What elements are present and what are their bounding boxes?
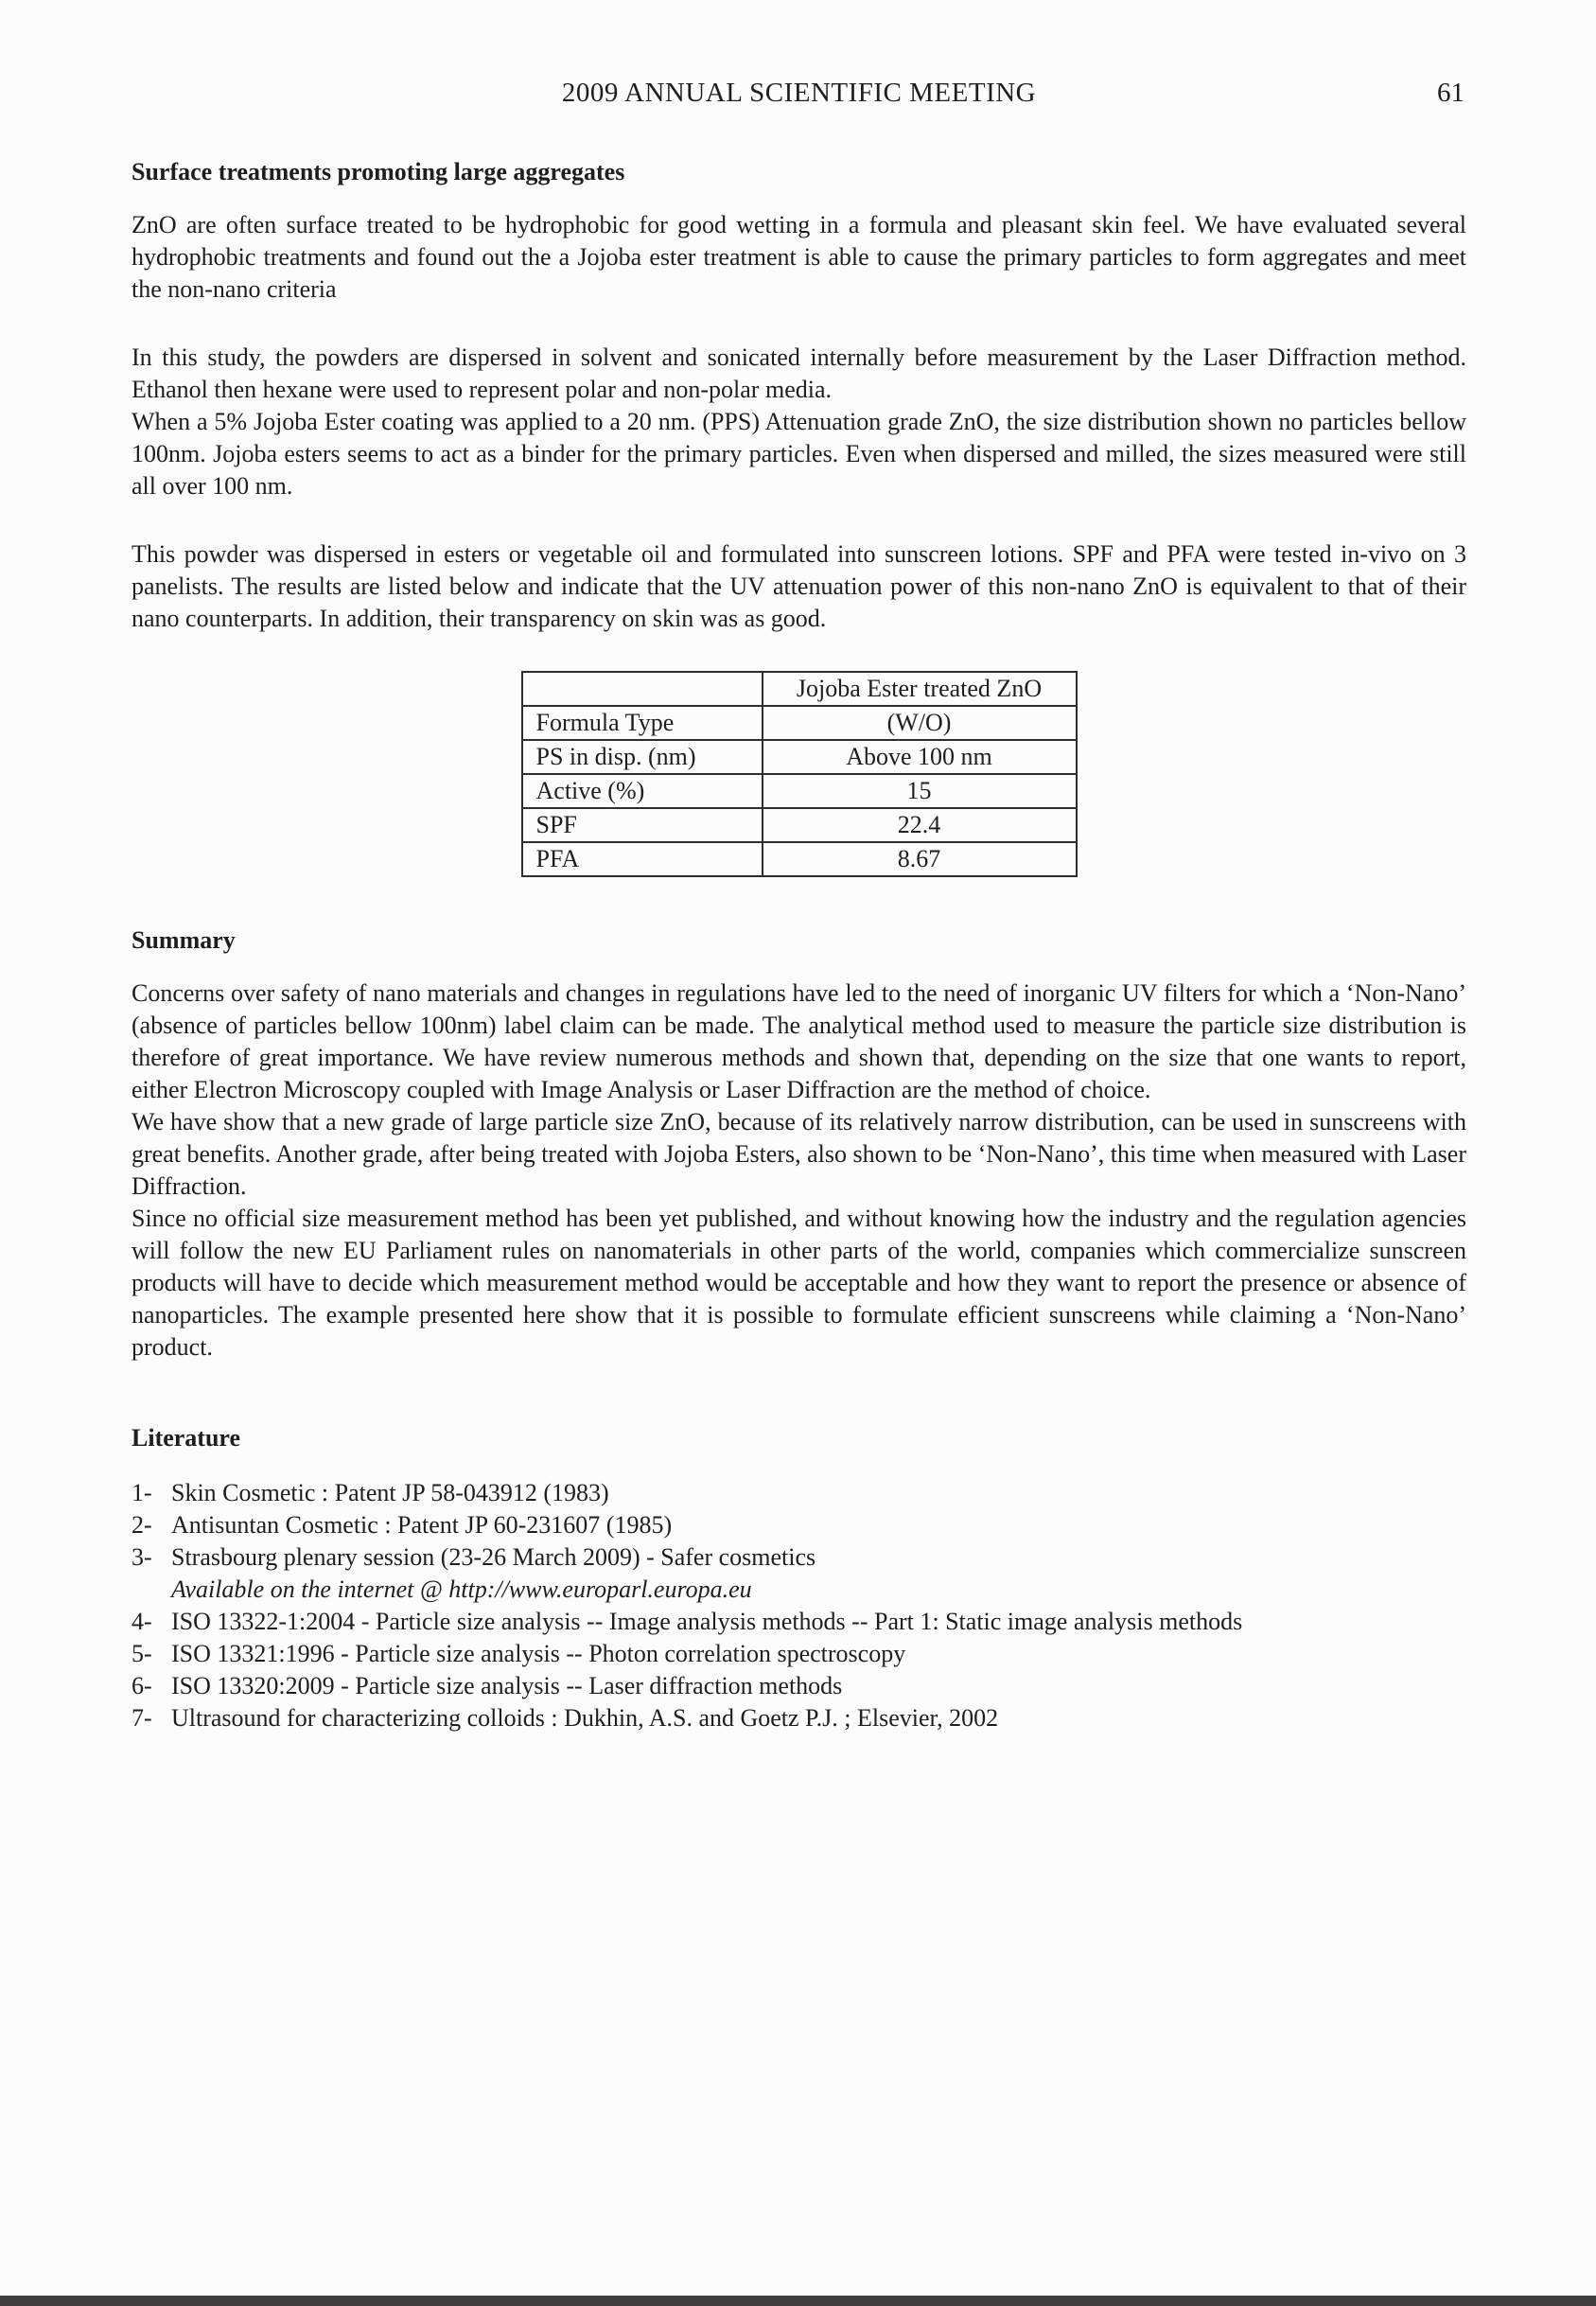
reference-number: 1- bbox=[132, 1479, 152, 1506]
reference-text: ISO 13321:1996 - Particle size analysis -- Photon correlation spectroscopy bbox=[171, 1640, 906, 1667]
reference-text: ISO 13320:2009 - Particle size analysis -- Laser diffraction methods bbox=[171, 1672, 843, 1699]
reference-number: 5- bbox=[132, 1640, 152, 1667]
table-cell-value: 22.4 bbox=[763, 808, 1077, 842]
paragraph: In this study, the powders are dispersed in solvent and sonicated internally before measurement by the Laser Diffraction method. Ethanol then hexane were used to represent polar and non-polar media. bbox=[132, 343, 1466, 403]
table-cell-value: 15 bbox=[763, 774, 1077, 808]
reference-number: 6- bbox=[132, 1672, 152, 1699]
table-row bbox=[522, 672, 1077, 706]
section-heading-surface-treatments: Surface treatments promoting large aggregates bbox=[132, 158, 625, 185]
meeting-title: 2009 ANNUAL SCIENTIFIC MEETING bbox=[561, 78, 1037, 108]
table-cell-value: (W/O) bbox=[763, 706, 1077, 740]
paragraph: ZnO are often surface treated to be hydrophobic for good wetting in a formula and pleasant skin feel. We have evaluated several hydrophobic treatments and found out the a Jojoba ester treatment is able to cause the primary particles to form aggregates and meet the non-nano criteria bbox=[132, 211, 1466, 303]
section-heading-summary: Summary bbox=[132, 926, 236, 954]
reference-text: Antisuntan Cosmetic : Patent JP 60-231607 (1985) bbox=[171, 1511, 673, 1539]
paragraph: Since no official size measurement method has been yet published, and without knowing how the industry and the regulation agencies will follow the new EU Parliament rules on nanomaterials in other parts of the world, companies which commercialize sunscreen products will have to decide which measurement method would be acceptable and how they want to report the presence or absence of nanoparticles. The example presented here show that it is possible to formulate efficient sunscreens while claiming a ‘Non-Nano’ product. bbox=[132, 1205, 1466, 1361]
table-cell-value: Above 100 nm bbox=[763, 740, 1077, 774]
paragraph: When a 5% Jojoba Ester coating was applied to a 20 nm. (PPS) Attenuation grade ZnO, the size distribution shown no particles bellow 100nm. Jojoba esters seems to act as a binder for the primary particles. Even when dispersed and milled, the sizes measured were still all over 100 nm. bbox=[132, 408, 1466, 500]
table-cell-label: PFA bbox=[522, 842, 763, 876]
table-row bbox=[522, 808, 1077, 842]
section-heading-literature: Literature bbox=[132, 1424, 241, 1452]
paragraph: This powder was dispersed in esters or vegetable oil and formulated into sunscreen lotions. SPF and PFA were tested in-vivo on 3 panelists. The results are listed below and indicate that the UV attenuation power of this non-nano ZnO is equivalent to that of their nano counterparts. In addition, their transparency on skin was as good. bbox=[132, 540, 1466, 632]
list-item bbox=[132, 1606, 1466, 1638]
paragraph: We have show that a new grade of large particle size ZnO, because of its relatively narrow distribution, can be used in sunscreens with great benefits. Another grade, after being treated with Jojoba Esters, also shown to be ‘Non-Nano’, this time when measured with Laser Diffraction. bbox=[132, 1108, 1466, 1200]
reference-text: ISO 13322-1:2004 - Particle size analysis -- Image analysis methods -- Part 1: Static image analysis methods bbox=[171, 1608, 1243, 1635]
results-table bbox=[521, 671, 1078, 877]
table-cell-blank bbox=[522, 672, 763, 706]
table-cell-label: Active (%) bbox=[522, 774, 763, 808]
page-number: 61 bbox=[1437, 78, 1464, 108]
paragraph: Concerns over safety of nano materials and changes in regulations have led to the need of inorganic UV filters for which a ‘Non-Nano’ (absence of particles bellow 100nm) label claim can be made. The analytical method used to measure the particle size distribution is therefore of great importance. We have review numerous methods and shown that, depending on the size that one wants to report, either Electron Microscopy coupled with Image Analysis or Laser Diffraction are the method of choice. bbox=[132, 979, 1466, 1103]
reference-number: 4- bbox=[132, 1608, 152, 1635]
table-cell-value: 8.67 bbox=[763, 842, 1077, 876]
reference-text bbox=[171, 1541, 1466, 1606]
list-item bbox=[132, 1509, 1466, 1541]
table-row bbox=[522, 740, 1077, 774]
page-header bbox=[132, 78, 1466, 109]
literature-list bbox=[132, 1477, 1466, 1734]
list-item bbox=[132, 1638, 1466, 1670]
table-cell-label: PS in disp. (nm) bbox=[522, 740, 763, 774]
reference-main-text: Strasbourg plenary session (23-26 March 2009) - Safer cosmetics bbox=[171, 1543, 816, 1571]
list-item bbox=[132, 1541, 1466, 1606]
list-item bbox=[132, 1702, 1466, 1734]
reference-number: 7- bbox=[132, 1704, 152, 1732]
table-row bbox=[522, 706, 1077, 740]
table-cell-label: SPF bbox=[522, 808, 763, 842]
list-item bbox=[132, 1477, 1466, 1509]
reference-number: 2- bbox=[132, 1511, 152, 1539]
reference-number: 3- bbox=[132, 1543, 152, 1571]
reference-text: Skin Cosmetic : Patent JP 58-043912 (1983) bbox=[171, 1479, 609, 1506]
list-item bbox=[132, 1670, 1466, 1702]
scan-bottom-edge-artifact bbox=[0, 2296, 1596, 2306]
table-row bbox=[522, 842, 1077, 876]
table-row bbox=[522, 774, 1077, 808]
reference-text: Ultrasound for characterizing colloids : Dukhin, A.S. and Goetz P.J. ; Elsevier, 2002 bbox=[171, 1704, 999, 1732]
table-header-cell: Jojoba Ester treated ZnO bbox=[763, 672, 1077, 706]
table-cell-label: Formula Type bbox=[522, 706, 763, 740]
reference-url-note: Available on the internet @ http://www.europarl.europa.eu bbox=[171, 1575, 752, 1603]
